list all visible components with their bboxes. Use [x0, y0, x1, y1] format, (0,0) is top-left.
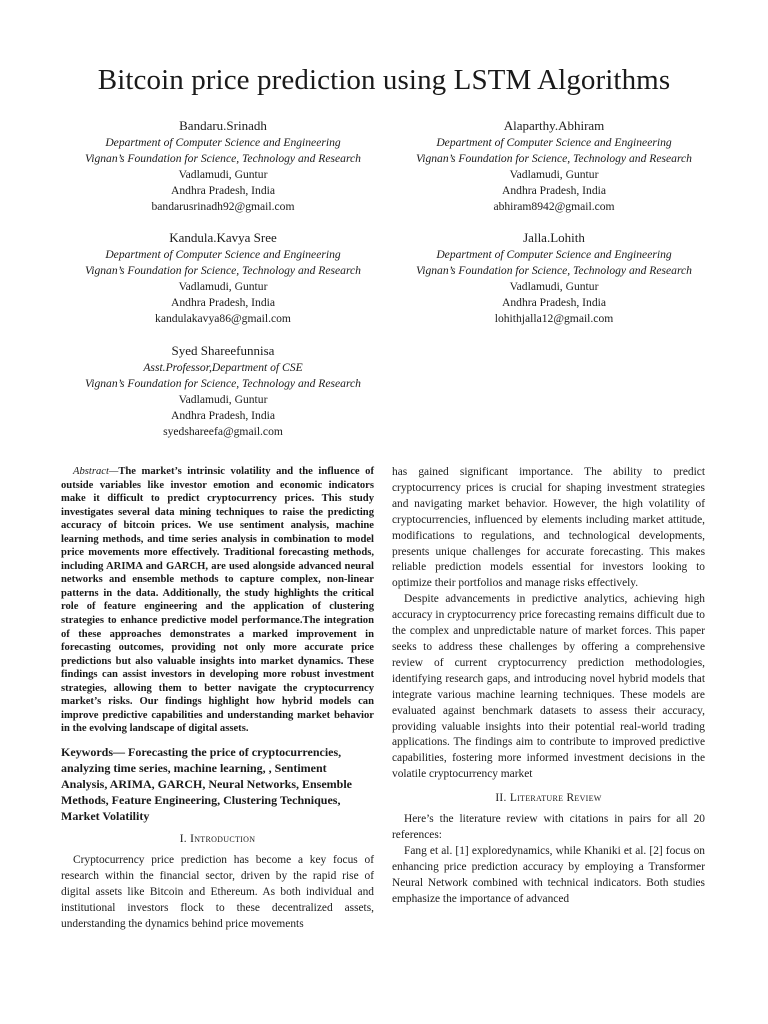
section-heading-literature-review — [392, 790, 705, 806]
author-name: Jalla.Lohith — [523, 230, 585, 245]
author-name: Alaparthy.Abhiram — [503, 118, 605, 133]
abstract-text: The market’s intrinsic volatility and the influence of outside variables like investor emotion and economic indicators make it difficult to predict cryptocurrency prices. This study investigates several data mining techniques to raise the predicting accuracy of bitcoin prices. We use sentiment analysis, machine learning methods, and time series analysis in combination to model price movements more effectively. Traditional forecasting methods, including ARIMA and GARCH, are used alongside advanced neural networks and ensemble methods to capture complex, non-linear patterns in the data. Additionally, the study highlights the critical role of feature engineering and the application of clustering strategies to enhance predictive model performance.The integration of these approaches demonstrates a marked improvement in forecasting outcomes, providing not only more accurate price predictions but also valuable insights into market dynamics. These findings can assist investors in developing more robust investment strategies, allowing them to better navigate the cryptocurrency market’s risks. Our findings highlight how hybrid models can improve predictive capabilities and understanding market behavior in the evolving landscape of digital assets. — [61, 466, 374, 735]
left-column — [61, 465, 374, 932]
author-department: Asst.Professor,Department of CSE — [143, 361, 303, 374]
author-city: Vadlamudi, Guntur — [178, 280, 268, 293]
abstract-lead: Abstract— — [73, 466, 119, 477]
intro-paragraph-2: Despite advancements in predictive analytics, achieving high accuracy in cryptocurrency price forecasting remains difficult due to the complex and unpredictable nature of market forces. This paper seeks to address these challenges by offering a comprehensive review of current cryptocurrency prediction methodologies, identifying research gaps, and introducing novel hybrid models that integrate various machine learning techniques. These models are evaluated against benchmark datasets to assess their accuracy, providing valuable insights into their potential real-world trading applications. The findings aim to contribute to improved predictive capabilities, fostering more informed investment decisions in the volatile cryptocurrency market — [392, 593, 705, 781]
author-department: Department of Computer Science and Engineering — [436, 136, 672, 149]
section-title: Literature Review — [509, 792, 602, 805]
author-name: Kandula.Kavya Sree — [169, 230, 277, 245]
author-institution: Vignan’s Foundation for Science, Technology and Research — [416, 264, 692, 277]
literature-paragraph-1: Here’s the literature review with citations in pairs for all 20 references: — [392, 813, 705, 842]
author-state: Andhra Pradesh, India — [171, 296, 275, 309]
right-column — [392, 465, 705, 908]
author-city: Vadlamudi, Guntur — [509, 168, 599, 181]
author-city: Vadlamudi, Guntur — [509, 280, 599, 293]
section-title: Introduction — [190, 832, 256, 845]
author-city: Vadlamudi, Guntur — [178, 393, 268, 406]
author-department: Department of Computer Science and Engineering — [105, 248, 341, 261]
intro-paragraph-1: Cryptocurrency price prediction has become a key focus of research within the financial sector, driven by the rapid rise of digital assets like Bitcoin and Ethereum. As both individual and institutional investors flock to these decentralized assets, understanding the dynamics behind price movements — [61, 853, 374, 930]
author-state: Andhra Pradesh, India — [171, 409, 275, 422]
keywords: Keywords— Forecasting the price of cryptocurrencies, analyzing time series, machine learning, , Sentiment Analysis, ARIMA, GARCH, Neural Networks, Ensemble Methods, Feature Engineering, Clustering Techniques, Market Volatility — [61, 744, 352, 823]
author-institution: Vignan’s Foundation for Science, Technology and Research — [85, 377, 361, 390]
literature-paragraph-2: Fang et al. [1] exploredynamics, while Khaniki et al. [2] focus on enhancing price prediction accuracy by employing a Transformer Neural Network combined with technical indicators. Both studies emphasize the importance of advanced — [392, 844, 705, 905]
intro-paragraph-1-continued: has gained significant importance. The ability to predict cryptocurrency prices is crucial for shaping investment strategies and navigating market behavior. However, the high volatility of cryptocurrencies, influenced by elements including market attitude, modifications to regulations, and technological developments, presents unique challenges for accurate forecasting. This makes reliable prediction models essential for investors looking to optimize their portfolios and manage risks effectively. — [392, 466, 705, 590]
abstract — [61, 465, 374, 736]
author-email: abhiram8942@gmail.com — [493, 200, 615, 213]
author-department: Department of Computer Science and Engineering — [436, 248, 672, 261]
author-block-2 — [389, 118, 719, 215]
author-block-1 — [58, 118, 388, 215]
section-number: II. — [495, 792, 510, 805]
author-department: Department of Computer Science and Engineering — [105, 136, 341, 149]
author-name: Syed Shareefunnisa — [171, 343, 275, 358]
section-number: I. — [179, 832, 191, 845]
author-email: syedshareefa@gmail.com — [163, 425, 283, 438]
author-institution: Vignan’s Foundation for Science, Technology and Research — [416, 152, 692, 165]
author-email: bandarusrinadh92@gmail.com — [151, 200, 295, 213]
author-name: Bandaru.Srinadh — [179, 118, 267, 133]
author-block-3 — [58, 230, 388, 327]
author-block-4 — [389, 230, 719, 327]
author-institution: Vignan’s Foundation for Science, Technology and Research — [85, 264, 361, 277]
author-email: lohithjalla12@gmail.com — [494, 312, 614, 325]
author-city: Vadlamudi, Guntur — [178, 168, 268, 181]
author-state: Andhra Pradesh, India — [171, 184, 275, 197]
section-heading-introduction — [61, 831, 374, 847]
author-institution: Vignan’s Foundation for Science, Technology and Research — [85, 152, 361, 165]
author-email: kandulakavya86@gmail.com — [155, 312, 291, 325]
author-state: Andhra Pradesh, India — [502, 296, 606, 309]
author-state: Andhra Pradesh, India — [502, 184, 606, 197]
author-block-5 — [58, 343, 388, 440]
paper-title: Bitcoin price prediction using LSTM Algorithms — [97, 64, 671, 96]
